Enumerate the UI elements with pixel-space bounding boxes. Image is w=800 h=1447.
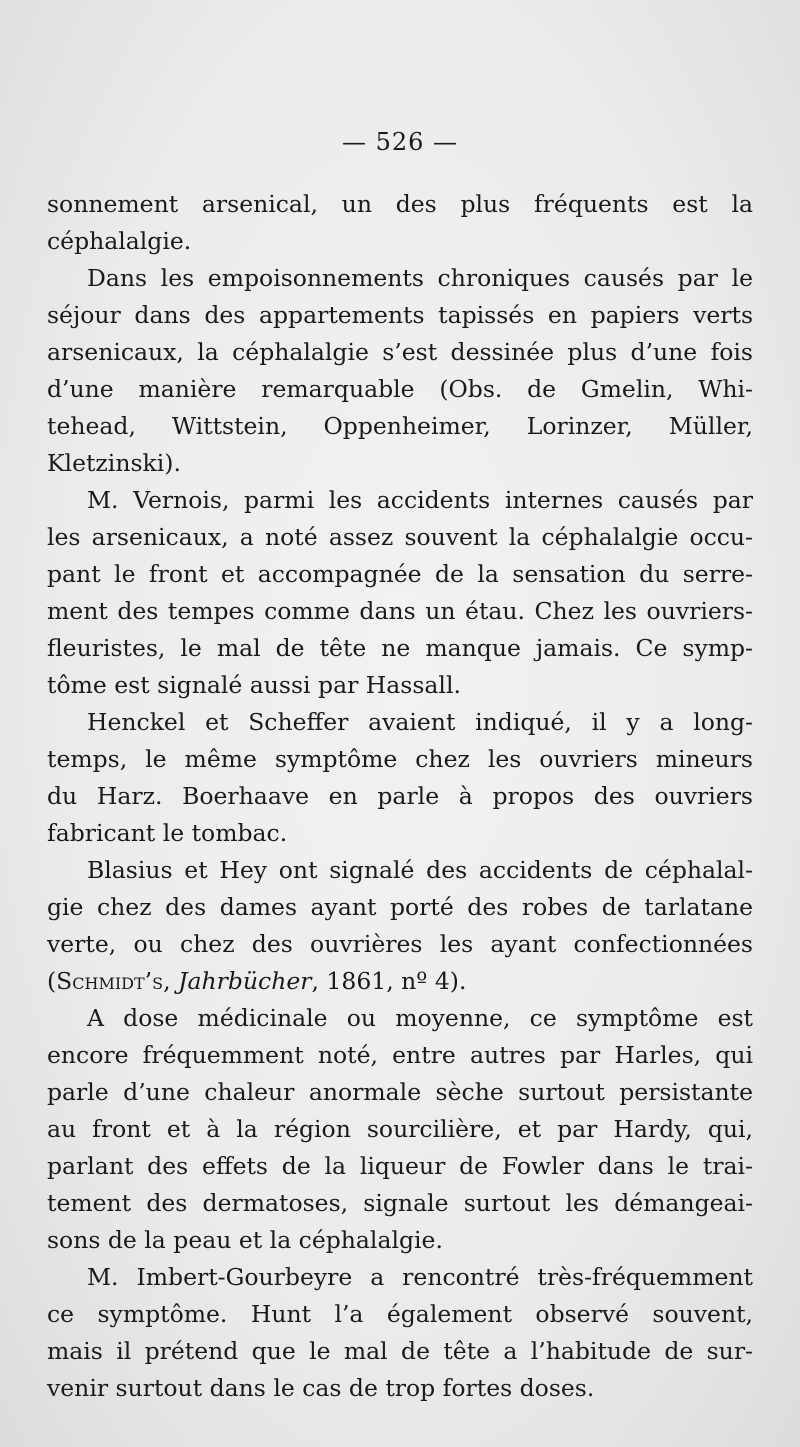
paragraph — [47, 1259, 753, 1407]
text-line: du Harz. Boerhaave en parle à propos des ouvriers — [47, 782, 753, 810]
paragraph — [47, 852, 753, 1000]
text-line: parlant des effets de la liqueur de Fowler dans le trai- — [47, 1152, 753, 1180]
text-line: temps, le même symptôme chez les ouvriers mineurs — [47, 745, 753, 773]
text-line: gie chez des dames ayant porté des robes de tarlatane — [47, 893, 753, 921]
text-line: Henckel et Scheffer avaient indiqué, il y a long- — [87, 708, 753, 736]
paragraph — [47, 482, 753, 704]
text-line: M. Imbert-Gourbeyre a rencontré très-fréquemment — [87, 1263, 753, 1291]
paragraph — [47, 1000, 753, 1259]
text-line: encore fréquemment noté, entre autres par Harles, qui — [47, 1041, 753, 1069]
text-line: tehead, Wittstein, Oppenheimer, Lorinzer, Müller, — [47, 412, 753, 440]
text-line: Dans les empoisonnements chroniques causés par le — [87, 264, 753, 292]
text-line: sons de la peau et la céphalalgie. — [47, 1226, 443, 1254]
citation-author: Schmidt’s — [56, 967, 164, 995]
text-line: M. Vernois, parmi les accidents internes causés par — [87, 486, 753, 514]
paragraph — [47, 186, 753, 260]
text-line: tôme est signalé aussi par Hassall. — [47, 671, 461, 699]
text-line: parle d’une chaleur anormale sèche surtout persistante — [47, 1078, 753, 1106]
text-line: tement des dermatoses, signale surtout les démangeai- — [47, 1189, 753, 1217]
text-line: séjour dans des appartements tapissés en papiers verts — [47, 301, 753, 329]
text-line: sonnement arsenical, un des plus fréquents est la — [47, 190, 753, 218]
paragraph — [47, 260, 753, 482]
text-line: céphalalgie. — [47, 227, 192, 255]
page-number: — 526 — — [341, 128, 459, 156]
citation-separator: , — [163, 967, 179, 995]
text-line: venir surtout dans le cas de trop fortes doses. — [47, 1374, 595, 1402]
text-line: verte, ou chez des ouvrières les ayant confectionnées — [47, 930, 753, 958]
paragraph — [47, 704, 753, 852]
text-line: A dose médicinale ou moyenne, ce symptôme est — [87, 1004, 753, 1032]
text-line: ce symptôme. Hunt l’a également observé souvent, — [47, 1300, 753, 1328]
citation-journal: Jahrbücher — [178, 967, 312, 995]
text-line: d’une manière remarquable (Obs. de Gmelin, Whi- — [47, 375, 753, 403]
citation-open: ( — [47, 967, 57, 995]
text-line: fabricant le tombac. — [47, 819, 288, 847]
citation-line — [47, 963, 753, 1000]
text-line: au front et à la région sourcilière, et par Hardy, qui, — [47, 1115, 753, 1143]
text-line: Blasius et Hey ont signalé des accidents de céphalal- — [87, 856, 753, 884]
text-line: ment des tempes comme dans un étau. Chez les ouvriers- — [47, 597, 753, 625]
text-line: fleuristes, le mal de tête ne manque jamais. Ce symp- — [47, 634, 753, 662]
text-line: pant le front et accompagnée de la sensation du serre- — [47, 560, 753, 588]
citation-details: , 1861, nº 4). — [311, 967, 467, 995]
text-line: arsenicaux, la céphalalgie s’est dessinée plus d’une fois — [47, 338, 753, 366]
text-line: mais il prétend que le mal de tête a l’habitude de sur- — [47, 1337, 753, 1365]
text-line: les arsenicaux, a noté assez souvent la céphalalgie occu- — [47, 523, 753, 551]
body-text — [47, 186, 753, 1407]
text-line: Kletzinski). — [47, 449, 181, 477]
